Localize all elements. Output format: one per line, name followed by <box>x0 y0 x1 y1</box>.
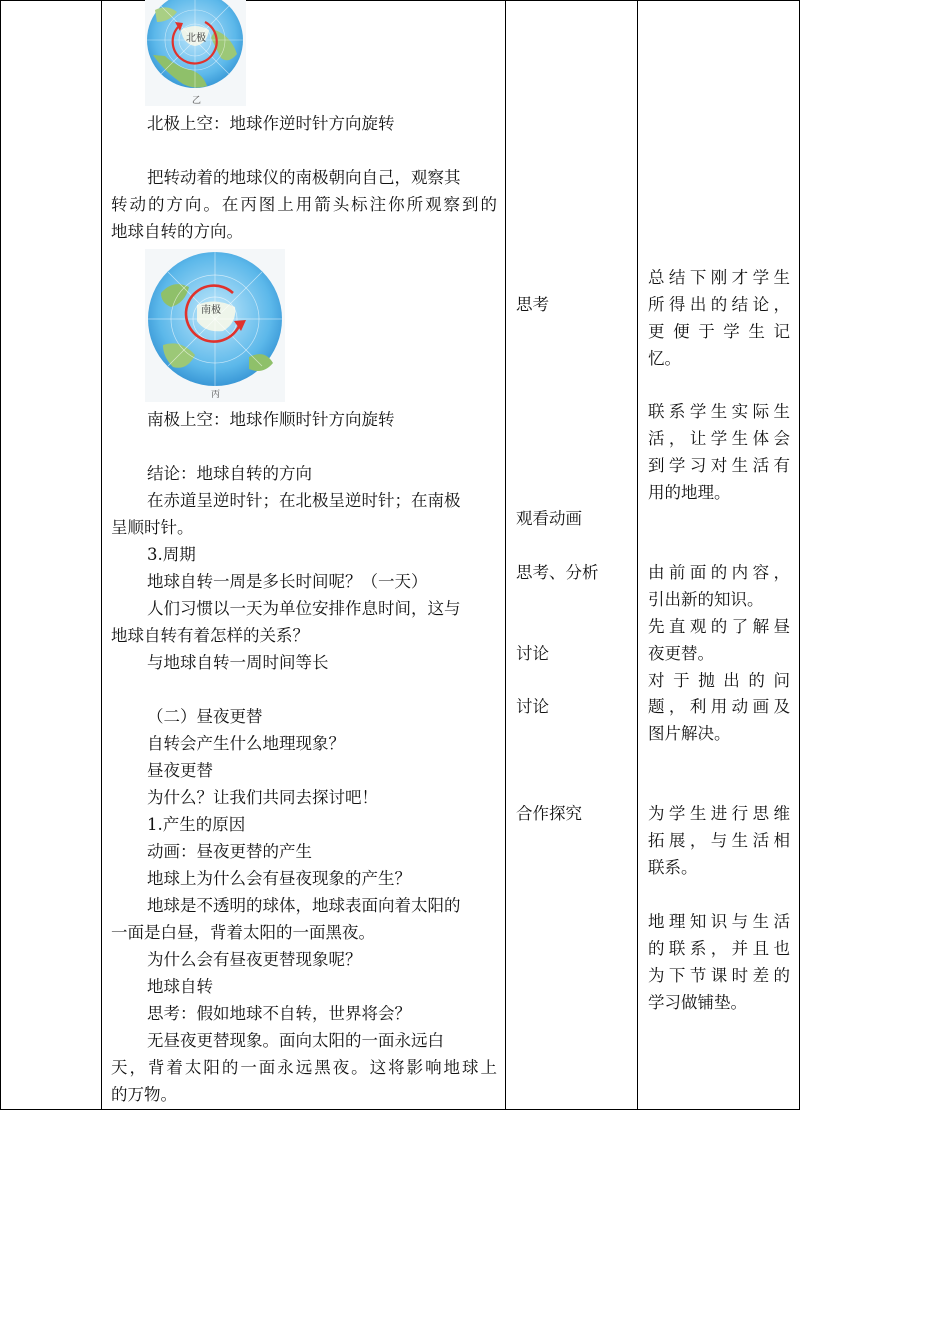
why-explore: 为什么？让我们共同去探讨吧！ <box>147 788 378 807</box>
intent-new-knowledge-line-3: 先直观的了解昼 <box>648 617 790 636</box>
animation-label: 动画：昼夜更替的产生 <box>147 842 312 861</box>
conclusion-text-line-2: 呈顺时针。 <box>111 518 194 537</box>
activity-discuss-1: 讨论 <box>516 644 549 663</box>
intent-new-knowledge-line-2: 引出新的知识。 <box>648 590 764 609</box>
intent-extension-line-1: 为学生进行思维 <box>648 804 790 823</box>
no-rotation-answer-line-3: 的万物。 <box>111 1085 177 1104</box>
intent-summary-line-3: 更便于学生记 <box>648 322 790 341</box>
activity-think-analyze: 思考、分析 <box>516 563 599 582</box>
conclusion-title: 结论：地球自转的方向 <box>147 464 312 483</box>
north-rotation-result: 北极上空：地球作逆时针方向旋转 <box>147 114 395 133</box>
activity-watch-animation: 观看动画 <box>516 509 582 528</box>
intent-connect-life-line-1: 联系学生实际生 <box>648 402 790 421</box>
column-divider-3 <box>637 0 638 1110</box>
intent-problem-solving-line-3: 图片解决。 <box>648 724 731 743</box>
intent-life-connection-line-1: 地理知识与生活 <box>648 912 790 931</box>
opaque-explanation-line-2: 一面是白昼，背着太阳的一面黑夜。 <box>111 923 375 942</box>
figure-caption-bing: 丙 <box>211 390 221 400</box>
habit-question-line-1: 人们习惯以一天为单位安排作息时间，这与 <box>147 599 461 618</box>
no-rotation-answer-line-1: 无昼夜更替现象。面向太阳的一面永远白 <box>147 1031 444 1050</box>
intent-connect-life-line-3: 到学习对生活有 <box>648 456 790 475</box>
intent-problem-solving-line-2: 题，利用动画及 <box>648 697 790 716</box>
south-pole-label: 南极 <box>201 305 221 316</box>
table-bottom-border <box>0 1109 800 1110</box>
period-title: 3.周期 <box>147 545 196 564</box>
phenomenon-question: 自转会产生什么地理现象？ <box>147 734 345 753</box>
observe-instruction-line-1: 把转动着的地球仪的南极朝向自己，观察其 <box>147 168 461 187</box>
south-pole-globe-image <box>145 249 285 402</box>
column-divider-2 <box>505 0 506 1110</box>
activity-cooperate: 合作探究 <box>516 804 582 823</box>
alternation-answer: 地球自转 <box>147 977 213 996</box>
intent-summary-line-1: 总结下刚才学生 <box>648 268 790 287</box>
intent-life-connection-line-4: 学习做铺垫。 <box>648 993 747 1012</box>
south-rotation-result: 南极上空：地球作顺时针方向旋转 <box>147 410 395 429</box>
table-right-border <box>799 0 800 1110</box>
why-alternation-question: 为什么会有昼夜更替现象呢？ <box>147 950 362 969</box>
activity-think: 思考 <box>516 295 549 314</box>
no-rotation-answer-line-2: 天，背着太阳的一面永远黑夜。这将影响地球上 <box>111 1058 497 1077</box>
activity-discuss-2: 讨论 <box>516 697 549 716</box>
think-question: 思考：假如地球不自转，世界将会？ <box>147 1004 411 1023</box>
north-pole-globe-image <box>145 0 246 106</box>
habit-answer: 与地球自转一周时间等长 <box>147 653 329 672</box>
intent-new-knowledge-line-4: 夜更替。 <box>648 644 714 663</box>
opaque-explanation-line-1: 地球是不透明的球体，地球表面向着太阳的 <box>147 896 461 915</box>
intent-summary-line-2: 所得出的结论， <box>648 295 790 314</box>
observe-instruction-line-2: 转动的方向。在丙图上用箭头标注你所观察到的 <box>111 195 497 214</box>
why-daynight-question: 地球上为什么会有昼夜现象的产生？ <box>147 869 411 888</box>
intent-summary-line-4: 忆。 <box>648 349 681 368</box>
intent-extension-line-2: 拓展，与生活相 <box>648 831 790 850</box>
north-pole-label: 北极 <box>186 33 206 44</box>
intent-connect-life-line-4: 用的地理。 <box>648 483 731 502</box>
figure-caption-yi: 乙 <box>192 96 202 106</box>
intent-new-knowledge-line-1: 由前面的内容， <box>648 563 790 582</box>
cause-title: 1.产生的原因 <box>147 815 246 834</box>
observe-instruction-line-3: 地球自转的方向。 <box>111 222 243 241</box>
table-top-border <box>0 0 800 1</box>
habit-question-line-2: 地球自转有着怎样的关系？ <box>111 626 309 645</box>
intent-connect-life-line-2: 活，让学生体会 <box>648 429 790 448</box>
table-left-border <box>0 0 1 1110</box>
phenomenon-answer: 昼夜更替 <box>147 761 213 780</box>
period-question: 地球自转一周是多长时间呢？（一天） <box>147 572 428 591</box>
column-divider-1 <box>101 0 102 1110</box>
intent-extension-line-3: 联系。 <box>648 858 698 877</box>
intent-life-connection-line-3: 为下节课时差的 <box>648 966 790 985</box>
intent-life-connection-line-2: 的联系，并且也 <box>648 939 790 958</box>
intent-problem-solving-line-1: 对于抛出的问 <box>648 671 790 690</box>
section-2-title: （二）昼夜更替 <box>147 707 263 726</box>
conclusion-text-line-1: 在赤道呈逆时针；在北极呈逆时针；在南极 <box>147 491 461 510</box>
